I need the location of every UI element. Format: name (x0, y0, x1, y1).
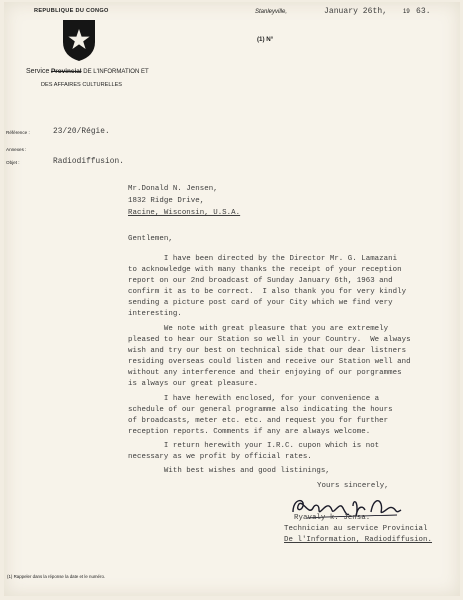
body-line: interesting. (128, 310, 182, 318)
letter-page (4, 2, 460, 596)
body-line: sending a picture post card of your City which we find very (128, 299, 393, 307)
object-value: Radiodiffusion. (53, 158, 124, 166)
place: Stanleyville, (255, 9, 288, 15)
body-line: reception reports. Comments if any are always welcome. (128, 428, 371, 436)
recipient-name: Mr.Donald N. Jensen, (128, 185, 218, 193)
annexes-label: Annexes : (6, 147, 27, 152)
shield-star-emblem-icon (61, 18, 97, 62)
signatory-title-2: De l'Information, Radiodiffusion. (284, 536, 433, 544)
body-line: I have been directed by the Director Mr. G. Lamazani (128, 255, 398, 263)
service-line-2: DES AFFAIRES CULTURELLES (41, 82, 123, 88)
body-line: to acknowledge with many thanks the receipt of your reception (128, 266, 402, 274)
year: 63. (416, 7, 431, 16)
recipient-city: Racine, Wisconsin, U.S.A. (128, 209, 241, 217)
body-line: confirm it as to be correct. I also thank you for very kindly (128, 288, 407, 296)
date: January 26th, (324, 7, 388, 16)
recipient-street: 1832 Ridge Drive, (128, 197, 205, 205)
body-line: schedule of our general programme also indicating the hours (128, 406, 393, 414)
footnote: (1) Rappeler dans la réponse la date et le numéro. (7, 574, 106, 579)
reference-value: 23/20/Régie. (53, 128, 110, 136)
body-line: wish and try our best on technical side that our dear listners (128, 347, 407, 355)
typed-name: Ryavaly k. Jensa. (294, 514, 371, 522)
body-line: necessary as we profit by official rates. (128, 453, 312, 461)
salutation: Gentlemen, (128, 235, 173, 243)
body-line: I have herewith enclosed, for your convenience a (128, 395, 380, 403)
signatory-title-1: Technician au service Provincial (284, 525, 428, 533)
struck-word: Provincial (51, 68, 82, 75)
service-line-1: Service Provincial DE L'INFORMATION ET (26, 68, 149, 75)
object-label: Objet : (6, 160, 20, 165)
number-label: (1) N° (257, 36, 274, 43)
reference-label: Référence : (6, 130, 30, 135)
body-line: report on our 2nd broadcast of Sunday January 6th, 1963 and (128, 277, 393, 285)
body-line: is always our great pleasure. (128, 380, 259, 388)
body-line: I return herewith your I.R.C. cupon which is not (128, 442, 380, 450)
body-line: pleased to hear our Station so well in your Country. We always (128, 336, 411, 344)
body-line: residing overseas could listen and receive our Station well and (128, 358, 411, 366)
year-prefix: 19 (403, 9, 410, 15)
body-line: without any interference and their enjoying of our porgrammes (128, 369, 402, 377)
republic-heading: REPUBLIQUE DU CONGO (34, 8, 109, 14)
closing-yours: Yours sincerely, (317, 482, 389, 490)
body-line: of broadcasts, meter etc. etc. and request you for further (128, 417, 389, 425)
body-line: With best wishes and good listinings, (128, 467, 330, 475)
body-line: We note with great pleasure that you are extremely (128, 325, 389, 333)
